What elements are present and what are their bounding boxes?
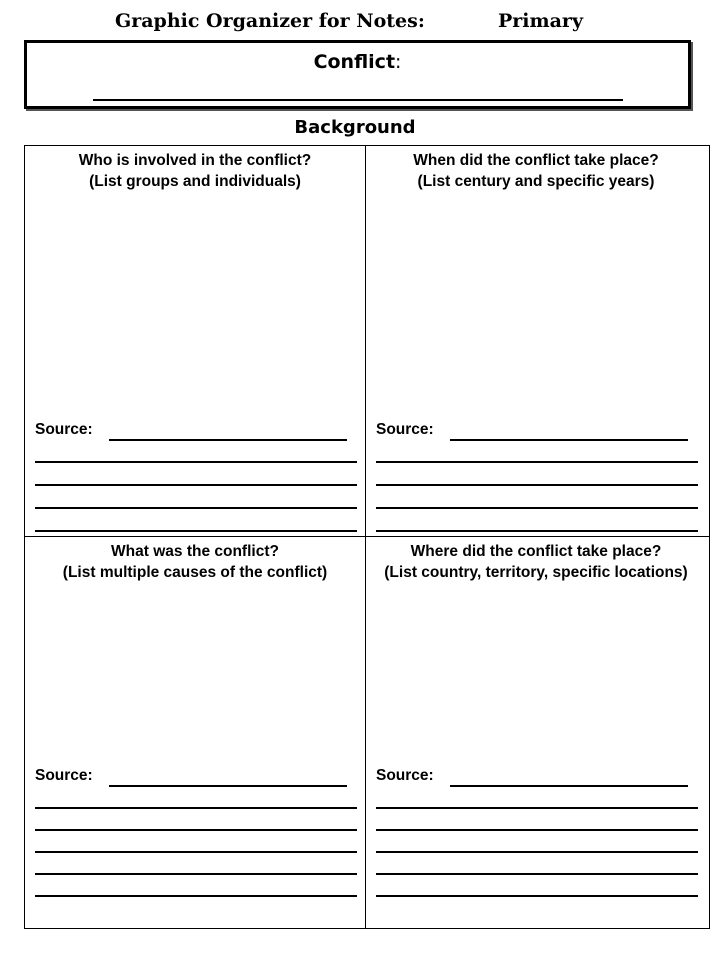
writing-line[interactable] (35, 895, 357, 897)
writing-line[interactable] (376, 895, 698, 897)
cell-question: When did the conflict take place? (413, 152, 659, 169)
writing-line[interactable] (35, 484, 357, 486)
writing-line[interactable] (376, 484, 698, 486)
conflict-label: Conflict (313, 51, 396, 73)
source-line[interactable] (450, 785, 688, 787)
cell-prompt (29, 541, 361, 583)
writing-line[interactable] (376, 829, 698, 831)
conflict-answer-line[interactable] (93, 99, 623, 101)
writing-line[interactable] (35, 461, 357, 463)
source-label: Source: (35, 767, 93, 784)
conflict-box (24, 40, 691, 109)
writing-line[interactable] (376, 873, 698, 875)
writing-line[interactable] (376, 507, 698, 509)
cell-instruction: (List groups and individuals) (89, 173, 301, 190)
writing-line[interactable] (376, 851, 698, 853)
writing-line[interactable] (35, 507, 357, 509)
page-subtitle: Primary (498, 10, 583, 32)
cell-instruction: (List multiple causes of the conflict) (62, 564, 328, 581)
page-header (0, 8, 720, 36)
cell-instruction: (List country, territory, specific locations) (384, 564, 688, 581)
source-label: Source: (376, 767, 434, 784)
cell-prompt (370, 150, 702, 192)
source-line[interactable] (109, 785, 347, 787)
cell-where (366, 537, 706, 927)
cell-question: Who is involved in the conflict? (78, 152, 312, 169)
page-title: Graphic Organizer for Notes: (115, 10, 425, 32)
background-heading: Background (294, 117, 416, 138)
cell-who (25, 146, 365, 536)
cell-prompt (29, 150, 361, 192)
source-label: Source: (35, 421, 93, 438)
writing-line[interactable] (376, 807, 698, 809)
writing-line[interactable] (35, 851, 357, 853)
writing-line[interactable] (35, 873, 357, 875)
cell-question: What was the conflict? (111, 543, 279, 560)
cell-question: Where did the conflict take place? (410, 543, 662, 560)
writing-line[interactable] (35, 807, 357, 809)
cell-instruction: (List century and specific years) (417, 173, 655, 190)
writing-line[interactable] (376, 530, 698, 532)
organizer-grid (24, 145, 710, 929)
source-line[interactable] (109, 439, 347, 441)
conflict-label-colon: : (395, 51, 402, 73)
writing-line[interactable] (35, 530, 357, 532)
cell-prompt (370, 541, 702, 583)
cell-when (366, 146, 706, 536)
source-label: Source: (376, 421, 434, 438)
conflict-label-wrap (27, 51, 688, 73)
cell-what (25, 537, 365, 927)
writing-line[interactable] (376, 461, 698, 463)
writing-line[interactable] (35, 829, 357, 831)
source-line[interactable] (450, 439, 688, 441)
